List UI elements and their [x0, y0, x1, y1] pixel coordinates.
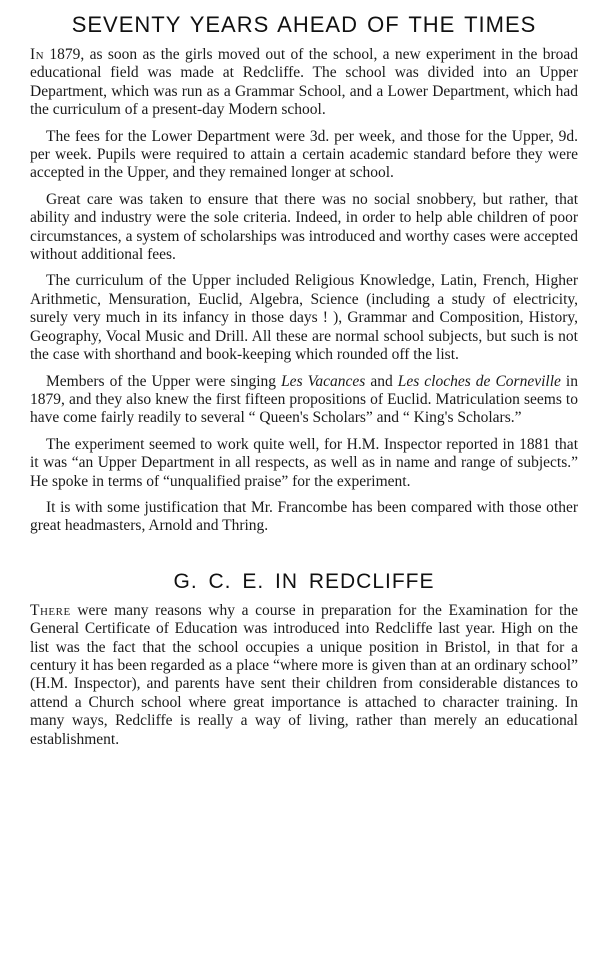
- paragraph-text: in 1879, and they also knew the first fifteen propositions of Euclid. Matriculation seems to have come fairly readily to several “ Queen's Scholars” and “ King's Scholars.”: [30, 372, 578, 427]
- paragraph-5: [30, 373, 578, 428]
- song-title-les-vacances: Les Vacances: [281, 372, 366, 390]
- paragraph-7: It is with some justification that Mr. Francombe has been compared with those other great headmasters, Arnold and Thring.: [30, 498, 578, 535]
- paragraph-1: [30, 46, 578, 120]
- paragraph-3: Great care was taken to ensure that there was no social snobbery, but rather, that ability and industry were the sole criteria. Indeed, in order to help able children of poor circumstances, a system of scholarships was introduced and worthy cases were accepted without additional fees.: [30, 190, 578, 264]
- paragraph-2: The fees for the Lower Department were 3d. per week, and those for the Upper, 9d. per week. Pupils were required to attain a certain academic standard before they were accepted in the Upper, and they remained longer at school.: [30, 127, 578, 182]
- paragraph-text: 1879, as soon as the girls moved out of the school, a new experiment in the broad educational field was made at Redcliffe. The school was divided into an Upper Department, which was run as a Grammar School, and a Lower Department, which had the curriculum of a present-day Modern school.: [30, 46, 578, 119]
- paragraph-lead-word: In: [30, 46, 45, 63]
- paragraph-6: The experiment seemed to work quite well, for H.M. Inspector reported in 1881 that it was “an Upper Department in all respects, as well as in name and range of subjects.” He spoke in terms of “unqualified praise” for the experiment.: [30, 435, 578, 490]
- song-title-les-cloches: Les cloches de Corneville: [397, 372, 561, 390]
- paragraph-text: and: [365, 372, 398, 390]
- section-title-seventy-years: SEVENTY YEARS AHEAD OF THE TIMES: [71, 12, 537, 37]
- paragraph-text: were many reasons why a course in preparation for the Examination for the General Certificate of Education was introduced into Redcliffe last year. High on the list was the fact that the school occupies a unique position in Bristol, in that for a century it has been regarded as a place “where more is given than at an ordinary school” (H.M. Inspector), and parents have sent their children from considerable distances to attend a Church school where great importance is attached to character training. In many ways, Redcliffe is really a way of living, rather than merely an educational establishment.: [30, 601, 578, 748]
- paragraph-8: [30, 602, 578, 749]
- section-title-gce: G. C. E. IN REDCLIFFE: [173, 569, 435, 593]
- paragraph-text: Members of the Upper were singing: [46, 372, 282, 390]
- paragraph-4: The curriculum of the Upper included Religious Knowledge, Latin, French, Higher Arithmetic, Mensuration, Euclid, Algebra, Science (including a study of electricity, surely very much in its infancy in those days ! ), Grammar and Composition, History, Geography, Vocal Music and Drill. All these are normal school subjects, but such is not the case with shorthand and book-keeping which rounded off the list.: [30, 272, 578, 364]
- paragraph-lead-word: There: [30, 601, 71, 619]
